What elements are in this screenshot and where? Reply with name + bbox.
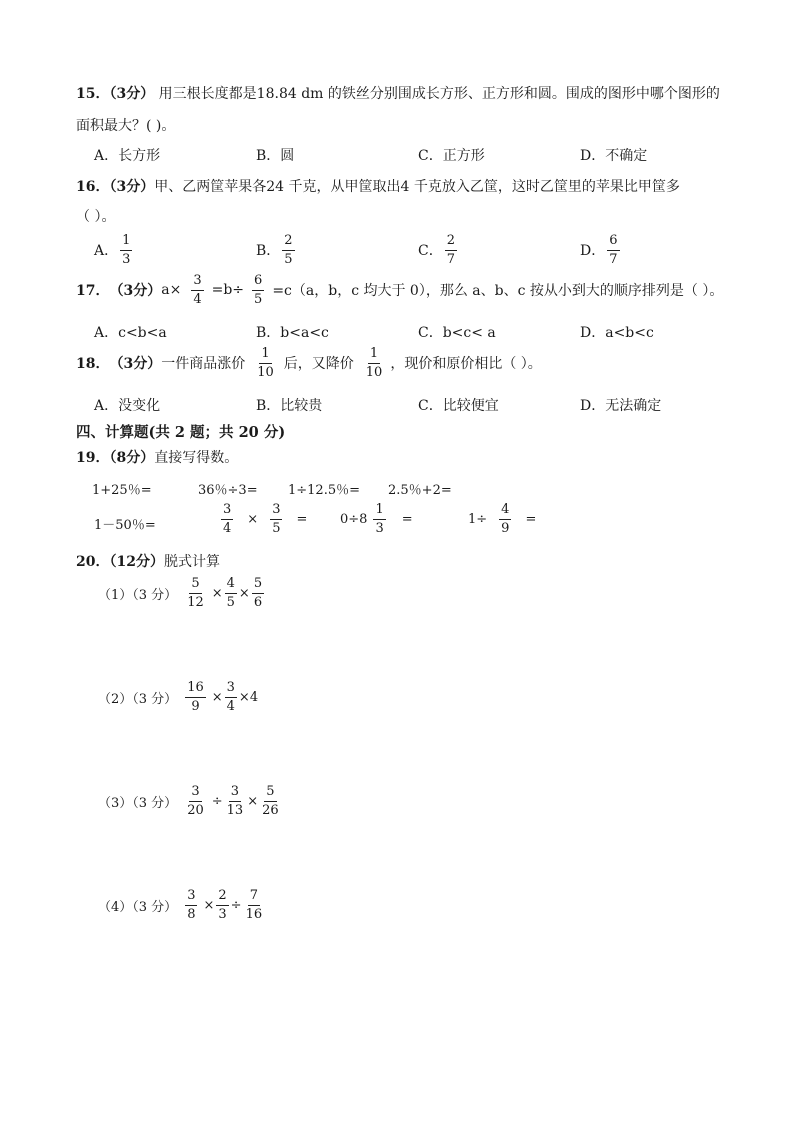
calc-expr: 36％÷3=: [198, 483, 258, 498]
fraction: [364, 347, 385, 379]
question-number: 15．: [76, 86, 110, 102]
option-letter: C．: [418, 243, 443, 260]
fraction: [244, 889, 265, 921]
question-text: ，现价和原价相比（ ）。: [390, 356, 542, 373]
operator: ×: [247, 511, 259, 527]
question-17-line-1: [76, 274, 723, 306]
denominator: 12: [187, 594, 204, 610]
fraction: [373, 503, 385, 535]
question-number: 17．: [76, 283, 110, 300]
q16-option-c: [418, 234, 459, 266]
calc-item-4: [98, 889, 266, 921]
question-score: （3分）: [109, 283, 162, 300]
option-letter: B．: [256, 243, 281, 260]
numerator: 4: [499, 503, 511, 520]
item-label: （1）（3 分）: [98, 587, 178, 603]
fraction: [225, 785, 246, 817]
question-number: 18．: [76, 356, 110, 373]
q18-option-b: B．比较贵: [256, 398, 323, 414]
numerator: 3: [225, 681, 237, 698]
question-text: 用三根长度都是18.84 dm 的铁丝分别围成长方形、正方形和圆。围成的图形中哪个图形的: [154, 86, 720, 102]
calc-expr: [219, 503, 307, 535]
question-text: 直接写得数。: [154, 450, 239, 466]
operator: ÷: [211, 793, 223, 809]
numerator: 3: [221, 503, 233, 520]
q17-option-d: D．a<b<c: [580, 325, 654, 341]
q15-option-c: C．正方形: [418, 148, 485, 164]
numerator: 5: [189, 577, 201, 594]
equals: =: [525, 511, 537, 527]
fraction: [225, 681, 237, 713]
question-number: 20．: [76, 554, 110, 570]
numerator: 5: [264, 785, 276, 802]
question-score: （3分）: [109, 86, 155, 102]
expr-part: 1÷: [468, 511, 488, 527]
denominator: 10: [257, 364, 274, 380]
q18-option-a: A．没变化: [94, 398, 161, 414]
item-label: （4）（3 分）: [98, 899, 178, 915]
question-16-line-1: [76, 176, 680, 196]
expr-part: ×4: [238, 689, 259, 705]
q16-option-b: [256, 234, 297, 266]
fraction: [270, 503, 282, 535]
calc-expr: 2.5％+2=: [388, 483, 452, 498]
question-18-line-1: [76, 347, 542, 379]
fraction: [120, 234, 132, 266]
operator: ×: [211, 585, 223, 601]
q17-option-a: A．c<b<a: [94, 325, 167, 341]
item-label: （2）（3 分）: [98, 691, 178, 707]
denominator: 5: [226, 594, 235, 610]
denominator: 6: [253, 594, 263, 610]
fraction: [225, 577, 237, 609]
calc-expr: 1－50％=: [94, 518, 156, 533]
denominator: 9: [191, 698, 200, 714]
numerator: 1: [368, 347, 380, 364]
calc-expr: [340, 503, 413, 535]
fraction: [282, 234, 294, 266]
numerator: 3: [185, 889, 197, 906]
denominator: 4: [193, 291, 202, 307]
operator: ×: [203, 897, 215, 913]
numerator: 3: [229, 785, 241, 802]
operator: ÷: [230, 897, 242, 913]
operator: ×: [211, 689, 223, 705]
numerator: 3: [191, 274, 203, 291]
option-letter: A．: [94, 243, 119, 260]
denominator: 3: [218, 906, 227, 922]
question-15-line-1: [76, 83, 720, 103]
expr-part: =b÷: [211, 282, 245, 299]
numerator: 1: [120, 234, 132, 251]
fraction: [221, 503, 233, 535]
numerator: 5: [252, 577, 264, 594]
expr-part: 一件商品涨价: [161, 356, 246, 373]
numerator: 3: [270, 503, 282, 520]
expr-part: 0÷8: [340, 511, 368, 527]
denominator: 5: [272, 520, 281, 536]
denominator: 5: [284, 251, 293, 267]
numerator: 1: [373, 503, 385, 520]
question-16-line-2: （ ）。: [76, 209, 116, 225]
question-score: （3分）: [109, 179, 155, 195]
denominator: 9: [501, 520, 510, 536]
operator: ×: [238, 585, 250, 601]
fraction: [260, 785, 281, 817]
question-score: （3分）: [109, 356, 162, 373]
numerator: 2: [282, 234, 294, 251]
q16-option-d: [580, 234, 622, 266]
operator: ×: [247, 793, 259, 809]
numerator: 7: [248, 889, 260, 906]
numerator: 1: [259, 347, 271, 364]
q18-option-c: C．比较便宜: [418, 398, 499, 414]
calc-item-3: [98, 785, 283, 817]
calc-expr: 1÷12.5％=: [288, 483, 361, 498]
numerator: 16: [185, 681, 206, 698]
expr-part: a×: [161, 282, 182, 299]
denominator: 4: [226, 698, 235, 714]
option-letter: D．: [580, 243, 606, 260]
fraction: [185, 681, 206, 713]
expr-part: 后，又降价: [283, 356, 354, 373]
numerator: 6: [252, 274, 264, 291]
fraction: [252, 577, 264, 609]
question-score: （8分）: [109, 450, 155, 466]
section-title: 四、计算题(共 2 题；共 20 分): [76, 424, 286, 441]
denominator: 3: [375, 520, 384, 536]
calc-item-2: [98, 681, 258, 713]
denominator: 8: [187, 906, 196, 922]
fraction: [607, 234, 619, 266]
denominator: 26: [262, 802, 279, 818]
q16-option-a: [94, 234, 134, 266]
q17-option-b: B．b<a<c: [256, 325, 329, 341]
fraction: [216, 889, 228, 921]
denominator: 3: [122, 251, 131, 267]
q17-option-c: C．b<c< a: [418, 325, 496, 341]
denominator: 7: [446, 251, 455, 267]
q18-option-d: D．无法确定: [580, 398, 662, 414]
calc-expr: [468, 503, 536, 535]
fraction: [191, 274, 203, 306]
question-text: =c（a，b，c 均大于 0），那么 a、b、c 按从小到大的顺序排列是（ ）。: [272, 283, 724, 300]
question-text: 甲、乙两筐苹果各24 千克，从甲筐取出4 千克放入乙筐，这时乙筐里的苹果比甲筐多: [154, 179, 680, 195]
denominator: 4: [223, 520, 232, 536]
fraction: [185, 577, 206, 609]
question-number: 16．: [76, 179, 110, 195]
question-20-line-1: [76, 551, 220, 571]
question-text: 脱式计算: [163, 554, 220, 570]
calc-expr: 1+25％=: [92, 483, 152, 498]
denominator: 5: [254, 291, 263, 307]
question-number: 19．: [76, 450, 110, 466]
numerator: 6: [607, 234, 619, 251]
equals: =: [296, 511, 308, 527]
q15-option-d: D．不确定: [580, 148, 648, 164]
q15-option-a: A．长方形: [94, 148, 161, 164]
fraction: [499, 503, 511, 535]
numerator: 2: [445, 234, 457, 251]
q15-option-b: B．圆: [256, 148, 295, 164]
question-19-line-1: [76, 447, 238, 467]
fraction: [185, 889, 197, 921]
item-label: （3）（3 分）: [98, 795, 178, 811]
question-score: （12分）: [109, 554, 164, 570]
equals: =: [401, 511, 413, 527]
question-15-line-2: 面积最大？( )。: [76, 118, 176, 134]
numerator: 3: [189, 785, 201, 802]
denominator: 7: [609, 251, 618, 267]
fraction: [255, 347, 276, 379]
calc-item-1: [98, 577, 266, 609]
denominator: 10: [365, 364, 383, 380]
fraction: [445, 234, 457, 266]
fraction: [252, 274, 264, 306]
fraction: [185, 785, 206, 817]
denominator: 13: [226, 802, 244, 818]
denominator: 16: [245, 906, 263, 922]
numerator: 2: [216, 889, 228, 906]
denominator: 20: [187, 802, 204, 818]
numerator: 4: [225, 577, 237, 594]
